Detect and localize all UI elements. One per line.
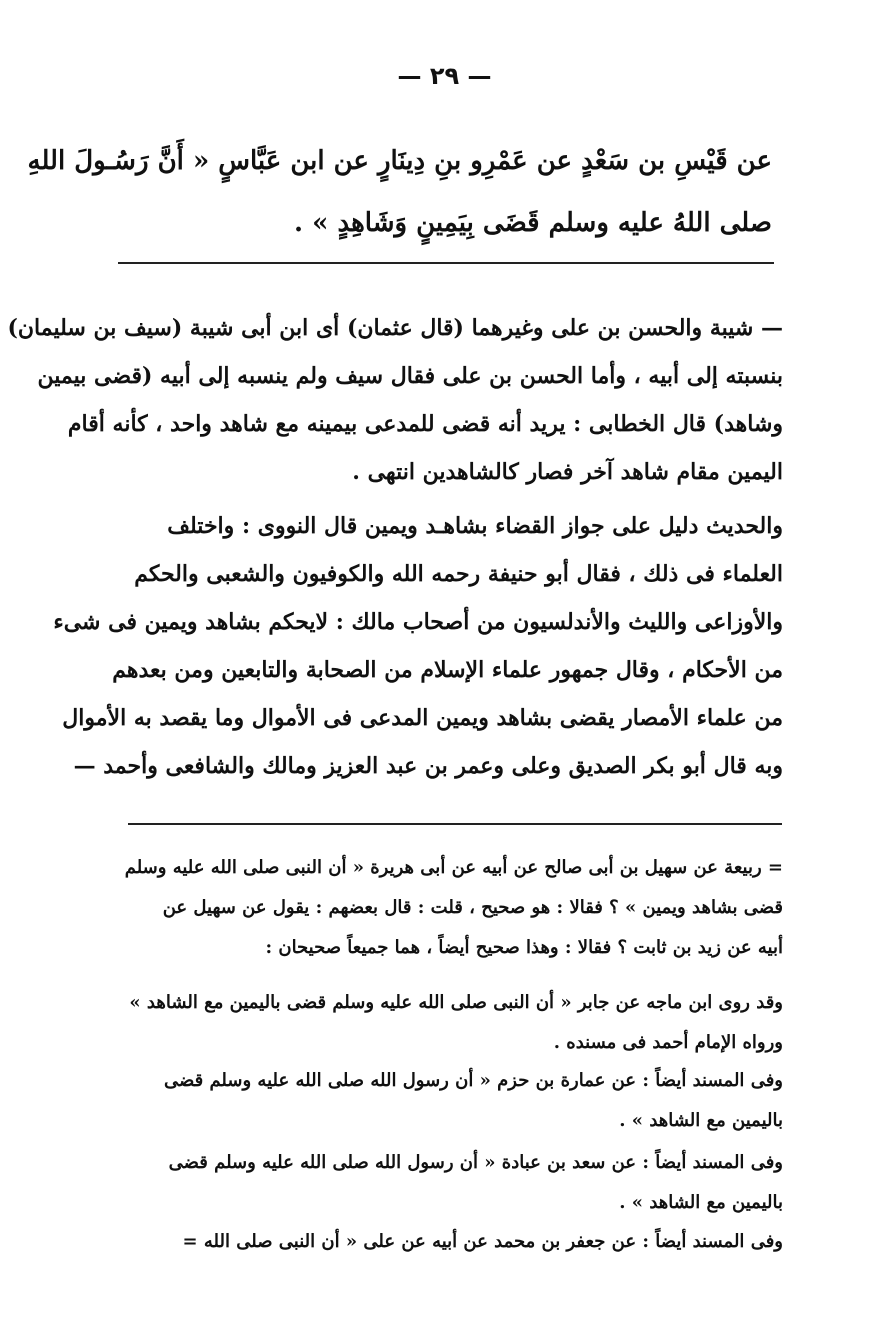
commentary-paragraph xyxy=(7,304,783,496)
footnote-line: وفى المسند أيضاً : عن سعد بن عبادة « أن رسول الله صلى الله عليه وسلم قضى xyxy=(168,1152,783,1173)
divider-line xyxy=(128,823,782,825)
footnote-line: وقد روى ابن ماجه عن جابر « أن النبى صلى الله عليه وسلم قضى باليمين مع الشاهد » xyxy=(129,992,783,1013)
commentary-line: العلماء فى ذلك ، فقال أبو حنيفة رحمه الله والكوفيون والشعبى والحكم xyxy=(134,561,783,587)
divider-line xyxy=(118,262,774,264)
commentary-line: وشاهد) قال الخطابى : يريد أنه قضى للمدعى بيمينه مع شاهد واحد ، كأنه أقام xyxy=(67,411,783,437)
footnote-line: باليمين مع الشاهد » . xyxy=(619,1110,783,1131)
footnote-paragraph xyxy=(128,1222,783,1262)
commentary-line: من علماء الأمصار يقضى بشاهد ويمين المدعى فى الأموال وما يقصد به الأموال xyxy=(62,705,783,731)
footnote-line: وفى المسند أيضاً : عن جعفر بن محمد عن أبيه عن على « أن النبى صلى الله = xyxy=(182,1231,783,1252)
footnote-paragraph xyxy=(128,983,783,1063)
page-number: — ٢٩ — xyxy=(397,62,492,90)
hadith-line: عن قَيْسِ بن سَعْدٍ عن عَمْرِو بنِ دِينَارٍ عن ابن عَبَّاسٍ « أَنَّ رَسُـولَ اللهِ xyxy=(27,146,772,176)
footnote-line: باليمين مع الشاهد » . xyxy=(619,1192,783,1213)
footnote-line: أبيه عن زيد بن ثابت ؟ فقالا : وهذا صحيح أيضاً ، هما جميعاً صحيحان : xyxy=(265,937,783,958)
commentary-line: والحديث دليل على جواز القضاء بشاهـد ويمين قال النووى : واختلف xyxy=(167,513,783,539)
footnote-paragraph xyxy=(128,1061,783,1141)
commentary-line: والأوزاعى والليث والأندلسيون من أصحاب مالك : لايحكم بشاهد ويمين فى شىء xyxy=(53,609,783,635)
commentary-line: وبه قال أبو بكر الصديق وعلى وعمر بن عبد العزيز ومالك والشافعى وأحمد — xyxy=(73,753,783,779)
footnote-line: = ربيعة عن سهيل بن أبى صالح عن أبيه عن أبى هريرة « أن النبى صلى الله عليه وسلم xyxy=(124,857,783,878)
footnote-line: وفى المسند أيضاً : عن عمارة بن حزم « أن رسول الله صلى الله عليه وسلم قضى xyxy=(163,1070,783,1091)
footnote-paragraph xyxy=(128,1143,783,1223)
footnote-paragraph xyxy=(124,848,783,968)
footnote-line: ورواه الإمام أحمد فى مسنده . xyxy=(553,1032,783,1053)
hadith-text xyxy=(27,130,772,254)
commentary-paragraph xyxy=(53,502,783,790)
commentary-line: اليمين مقام شاهد آخر فصار كالشاهدين انتهى . xyxy=(352,459,783,485)
commentary-line: من الأحكام ، وقال جمهور علماء الإسلام من الصحابة والتابعين ومن بعدهم xyxy=(112,657,783,683)
commentary-line: بنسبته إلى أبيه ، وأما الحسن بن على فقال سيف ولم ينسبه إلى أبيه (قضى بيمين xyxy=(37,363,783,389)
commentary-line: — شيبة والحسن بن على وغيرهما (قال عثمان) أى ابن أبى شيبة (سيف بن سليمان) xyxy=(7,315,783,341)
footnote-line: قضى بشاهد ويمين » ؟ فقالا : هو صحيح ، قلت : قال بعضهم : يقول عن سهيل عن xyxy=(162,897,783,918)
hadith-line: صلى اللهُ عليه وسلم قَضَى بِيَمِينٍ وَشَاهِدٍ » . xyxy=(294,208,772,238)
